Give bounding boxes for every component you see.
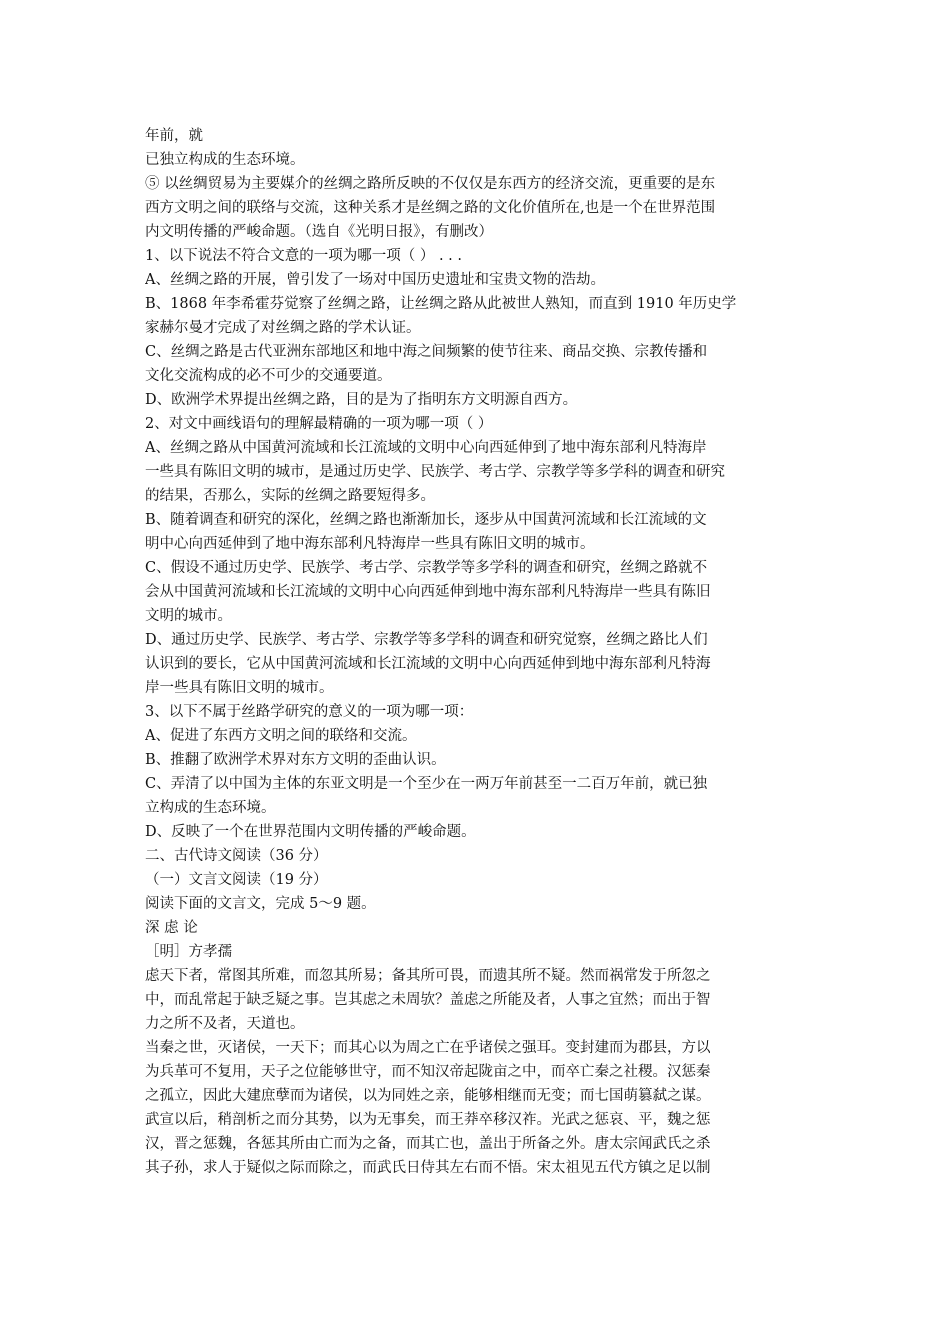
subsection-heading: （一）文言文阅读（19 分） <box>145 872 328 888</box>
text-line: 会从中国黄河流域和长江流域的文明中心向西延伸到地中海东部利凡特海岸一些具有陈旧 <box>145 584 711 600</box>
option-1b: B、1868 年李希霍芬觉察了丝绸之路，让丝绸之路从此被世人熟知，而直到 1910 年历史学 <box>145 296 737 312</box>
text-line: 已独立构成的生态环境。 <box>145 152 305 168</box>
option-2a: A、丝绸之路从中国黄河流域和长江流域的文明中心向西延伸到了地中海东部利凡特海岸 <box>145 440 707 456</box>
text-line: 的结果，否那么，实际的丝绸之路要短得多。 <box>145 488 435 504</box>
instruction: 阅读下面的文言文，完成 5～9 题。 <box>145 896 376 912</box>
option-1a: A、丝绸之路的开展，曾引发了一场对中国历史遗址和宝贵文物的浩劫。 <box>145 272 605 288</box>
essay-title: 深 虑 论 <box>145 920 198 936</box>
text-line: 其子孙，求人于疑似之际而除之，而武氏日侍其左右而不悟。宋太祖见五代方镇之足以制 <box>145 1160 711 1176</box>
text-line: ⑤ 以丝绸贸易为主要媒介的丝绸之路所反映的不仅仅是东西方的经济交流，更重要的是东 <box>145 176 716 192</box>
option-1c: C、丝绸之路是古代亚洲东部地区和地中海之间频繁的使节往来、商品交换、宗教传播和 <box>145 344 708 360</box>
question-2: 2、对文中画线语句的理解最精确的一项为哪一项（ ） <box>145 416 493 432</box>
question-3: 3、以下不属于丝路学研究的意义的一项为哪一项： <box>145 704 474 720</box>
text-line: 内文明传播的严峻命题。（选自《光明日报》，有删改） <box>145 224 493 240</box>
text-line: 之孤立，因此大建庶孽而为诸侯，以为同姓之亲，能够相继而无变；而七国萌篡弑之谋。 <box>145 1088 711 1104</box>
option-2c: C、假设不通过历史学、民族学、考古学、宗教学等多学科的调查和研究，丝绸之路就不 <box>145 560 708 576</box>
text-line: 中，而乱常起于缺乏疑之事。岂其虑之未周欤？盖虑之所能及者，人事之宜然；而出于智 <box>145 992 711 1008</box>
text-line: 一些具有陈旧文明的城市，是通过历史学、民族学、考古学、宗教学等多学科的调查和研究 <box>145 464 725 480</box>
option-2d: D、通过历史学、民族学、考古学、宗教学等多学科的调查和研究觉察，丝绸之路比人们 <box>145 632 708 648</box>
text-line: 认识到的要长，它从中国黄河流域和长江流域的文明中心向西延伸到地中海东部利凡特海 <box>145 656 711 672</box>
text-line: 力之所不及者，天道也。 <box>145 1016 305 1032</box>
question-1: 1、以下说法不符合文意的一项为哪一项（ ） . . . <box>145 248 462 264</box>
option-3c: C、弄清了以中国为主体的东亚文明是一个至少在一两万年前甚至一二百万年前，就已独 <box>145 776 708 792</box>
option-1d: D、欧洲学术界提出丝绸之路，目的是为了指明东方文明源自西方。 <box>145 392 578 408</box>
section-heading: 二、古代诗文阅读（36 分） <box>145 848 328 864</box>
document-page <box>145 124 810 1180</box>
text-line: 岸一些具有陈旧文明的城市。 <box>145 680 334 696</box>
text-line: 当秦之世，灭诸侯，一天下；而其心以为周之亡在乎诸侯之强耳。变封建而为郡县，方以 <box>145 1040 711 1056</box>
text-line: 立构成的生态环境。 <box>145 800 276 816</box>
text-line: 年前，就 <box>145 128 203 144</box>
text-line: 文明的城市。 <box>145 608 232 624</box>
text-line: 西方文明之间的联络与交流，这种关系才是丝绸之路的文化价值所在,也是一个在世界范围 <box>145 200 716 216</box>
option-3d: D、反映了一个在世界范围内文明传播的严峻命题。 <box>145 824 476 840</box>
text-line: 虑天下者，常图其所难，而忽其所易；备其所可畏，而遗其所不疑。然而祸常发于所忽之 <box>145 968 711 984</box>
text-line: 家赫尔曼才完成了对丝绸之路的学术认证。 <box>145 320 421 336</box>
text-line: 为兵革可不复用，天子之位能够世守，而不知汉帝起陇亩之中，而卒亡秦之社稷。汉惩秦 <box>145 1064 711 1080</box>
option-2b: B、随着调查和研究的深化，丝绸之路也渐渐加长，逐步从中国黄河流域和长江流域的文 <box>145 512 707 528</box>
essay-author: ［明］方孝孺 <box>145 944 232 960</box>
text-line: 汉，晋之惩魏，各惩其所由亡而为之备，而其亡也，盖出于所备之外。唐太宗闻武氏之杀 <box>145 1136 711 1152</box>
text-line: 明中心向西延伸到了地中海东部利凡特海岸一些具有陈旧文明的城市。 <box>145 536 595 552</box>
text-line: 文化交流构成的必不可少的交通要道。 <box>145 368 392 384</box>
text-line: 武宣以后，稍剖析之而分其势，以为无事矣，而王莽卒移汉祚。光武之惩哀、平，魏之惩 <box>145 1112 711 1128</box>
option-3b: B、推翻了欧洲学术界对东方文明的歪曲认识。 <box>145 752 446 768</box>
option-3a: A、促进了东西方文明之间的联络和交流。 <box>145 728 417 744</box>
